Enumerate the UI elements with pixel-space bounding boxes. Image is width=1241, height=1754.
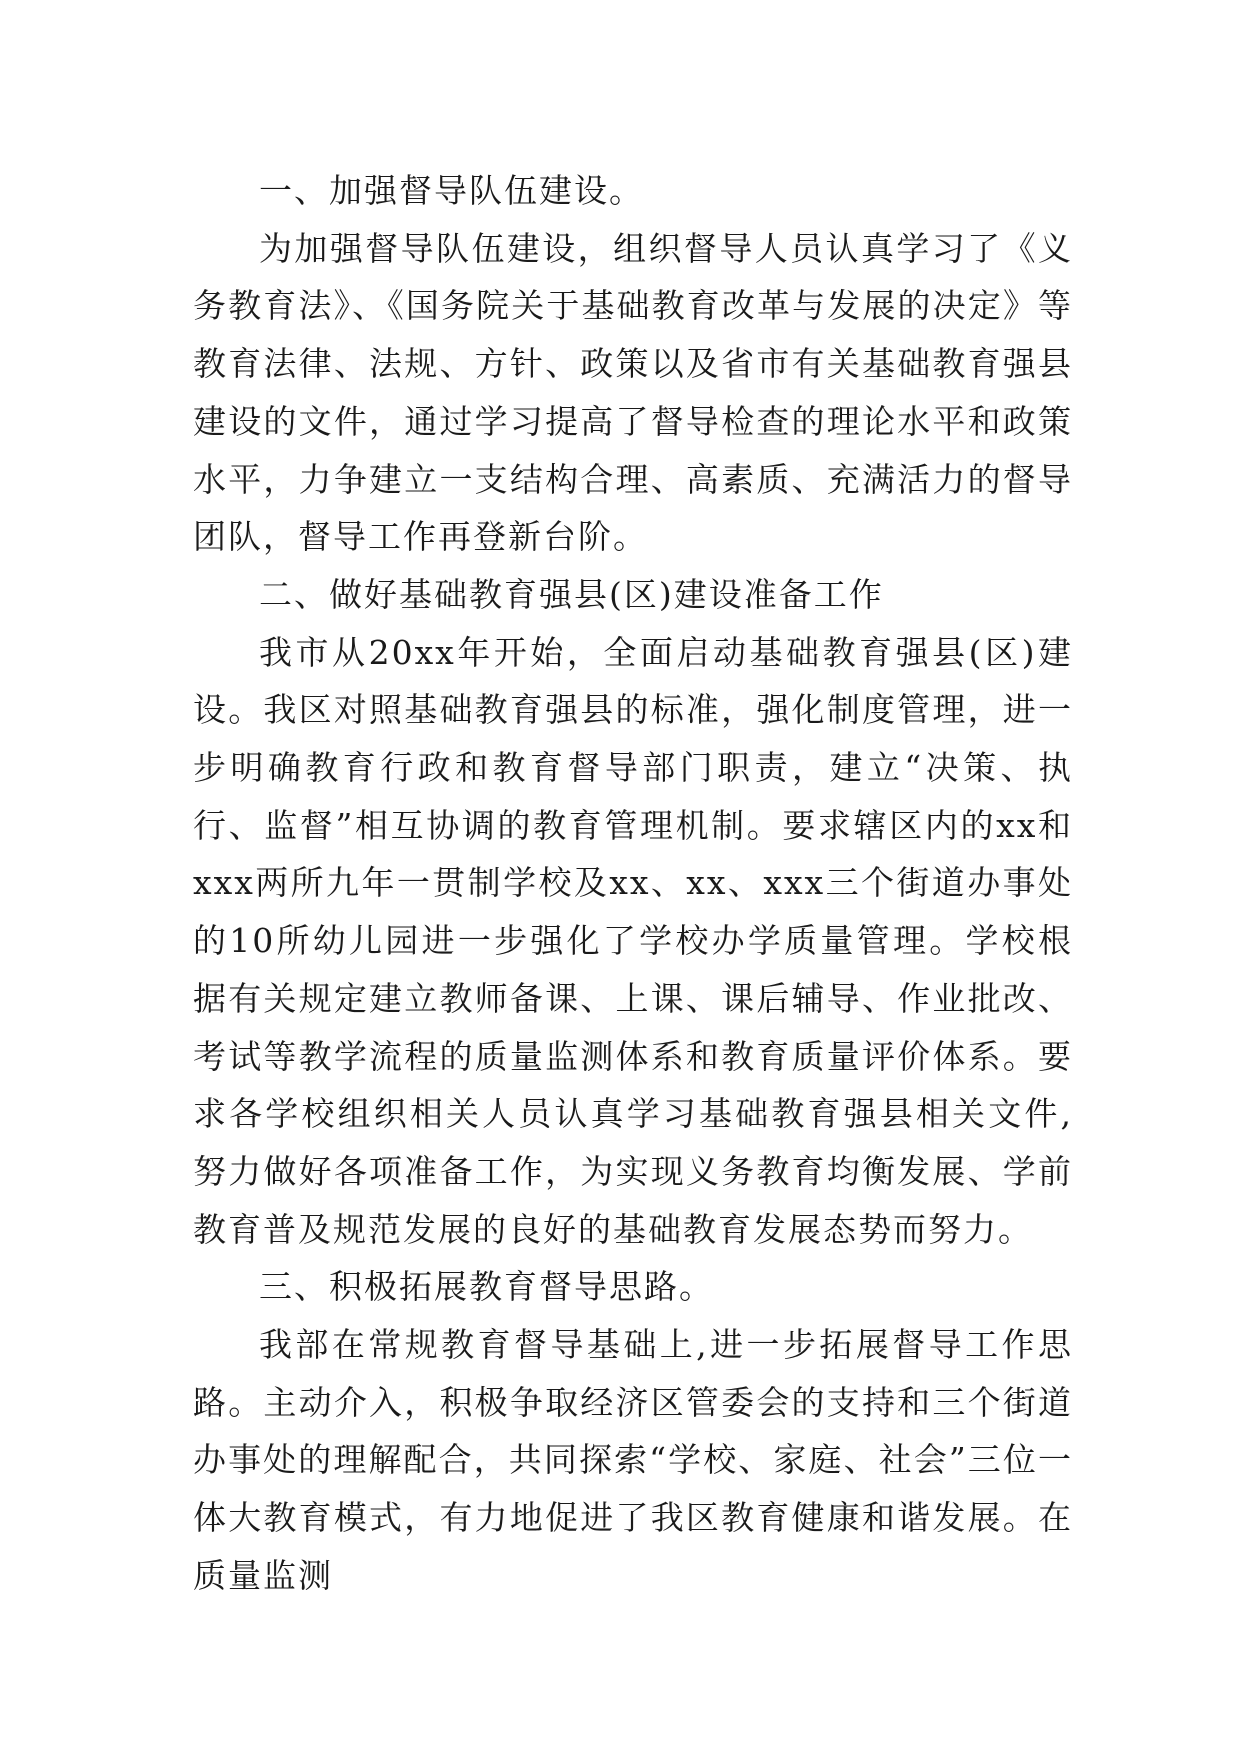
section-heading-2: 二、做好基础教育强县(区)建设准备工作 bbox=[259, 574, 884, 614]
paragraph-3: 我部在常规教育督导基础上,进一步拓展督导工作思路。主动介入，积极争取经济区管委会的支持和三个街道办事处的理解配合，共同探索“学校、家庭、社会”三位一体大教育模式，有力地促进了我区教育健康和谐发展。在质量监测 bbox=[193, 1325, 1073, 1595]
section-heading-3: 三、积极拓展教育督导思路。 bbox=[259, 1267, 714, 1307]
paragraph-2: 我市从20xx年开始，全面启动基础教育强县(区)建设。我区对照基础教育强县的标准，强化制度管理，进一步明确教育行政和教育督导部门职责，建立“决策、执行、监督”相互协调的教育管理机制。要求辖区内的xx和xxx两所九年一贯制学校及xx、xx、xxx三个街道办事处的10所幼儿园进一步强化了学校办学质量管理。学校根据有关规定建立教师备课、上课、课后辅导、作业批改、考试等教学流程的质量监测体系和教育质量评价体系。要求各学校组织相关人员认真学习基础教育强县相关文件,努力做好各项准备工作，为实现义务教育均衡发展、学前教育普及规范发展的良好的基础教育发展态势而努力。 bbox=[193, 632, 1073, 1249]
paragraph-1: 为加强督导队伍建设，组织督导人员认真学习了《义务教育法》、《国务院关于基础教育改革与发展的决定》等教育法律、法规、方针、政策以及省市有关基础教育强县建设的文件，通过学习提高了督导检查的理论水平和政策水平，力争建立一支结构合理、高素质、充满活力的督导团队，督导工作再登新台阶。 bbox=[193, 228, 1073, 557]
document-body bbox=[193, 162, 1073, 1605]
section-heading-1: 一、加强督导队伍建设。 bbox=[259, 171, 644, 210]
